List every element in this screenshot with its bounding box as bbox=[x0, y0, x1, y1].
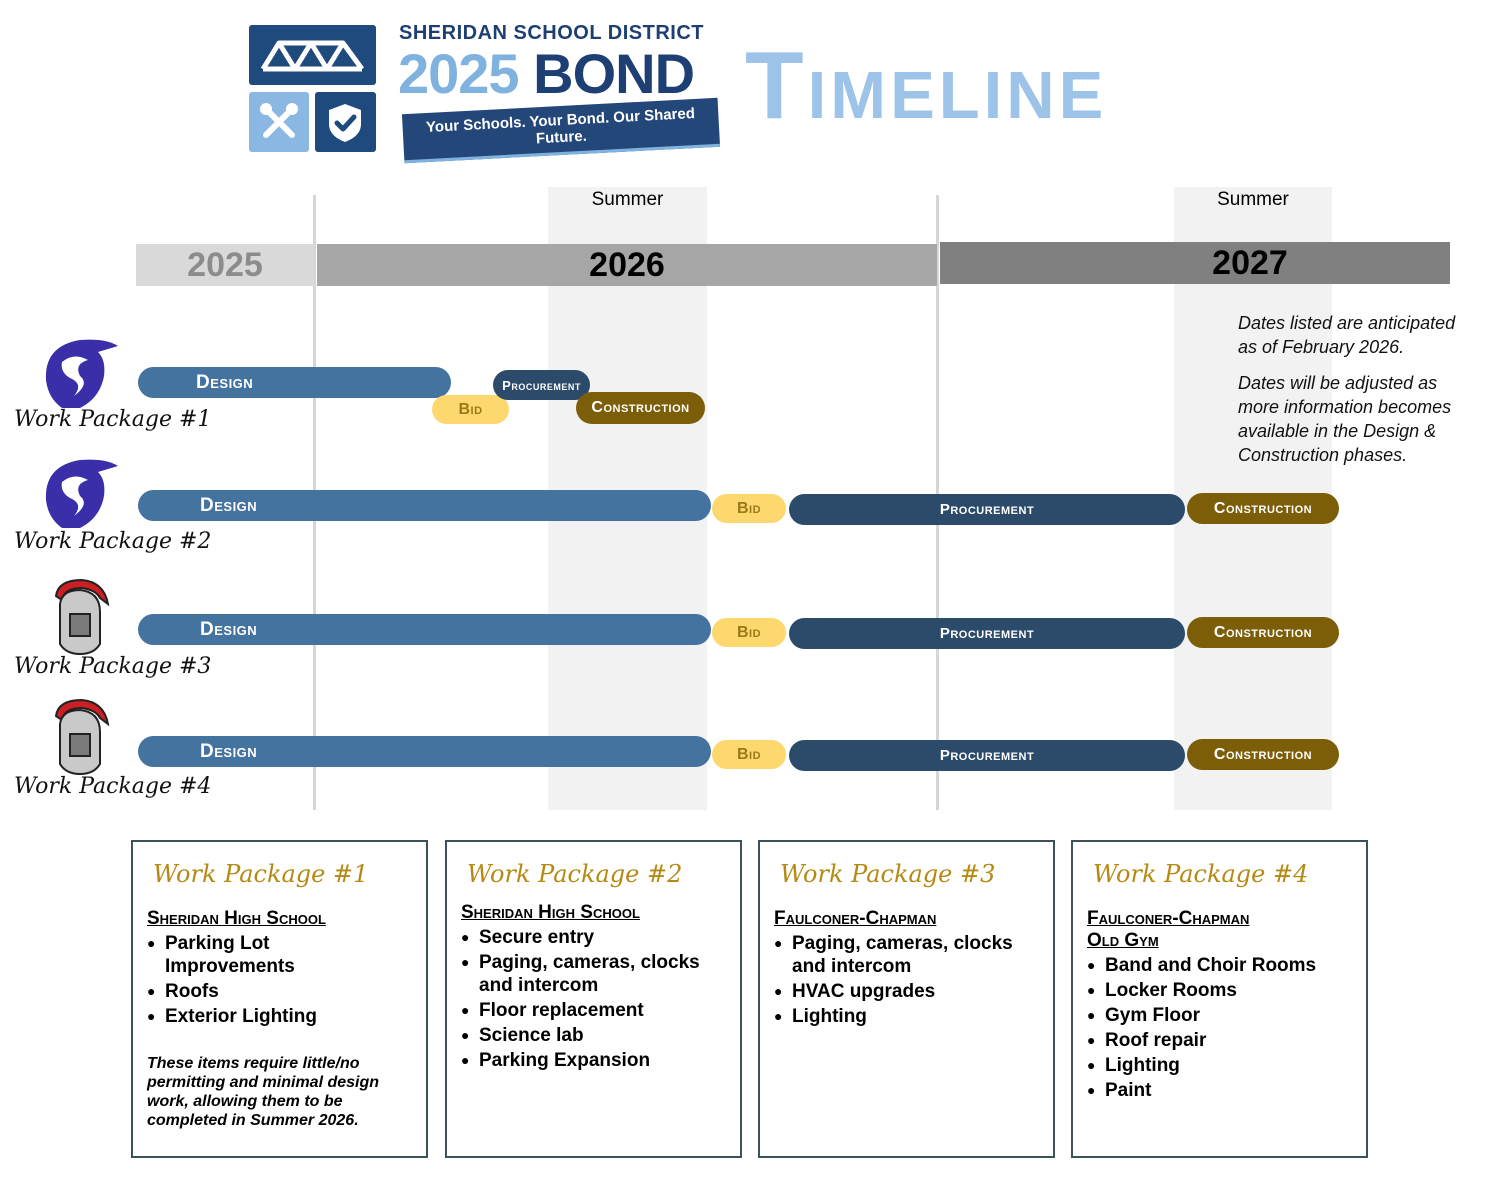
box-note: These items require little/no permitting and minimal design work, allowing them to be completed in Summer 2026. bbox=[147, 1055, 380, 1129]
bond-year: 2025 bbox=[398, 42, 519, 105]
wp4-bid-bar: Bid bbox=[712, 740, 786, 769]
list-item: ● Parking Lot Improvements bbox=[165, 932, 305, 978]
box-title: Work Package #3 bbox=[780, 860, 996, 888]
wp1-design-bar: Design bbox=[138, 367, 451, 398]
year-bar-2025: 2025 bbox=[136, 244, 314, 286]
wp2-bid-bar: Bid bbox=[712, 494, 786, 523]
wp1-construction-bar: Construction bbox=[576, 392, 705, 424]
box-item-list bbox=[461, 926, 728, 1072]
logo-shield-tile bbox=[315, 92, 376, 152]
list-item: ● Roofs bbox=[165, 980, 414, 1003]
wp1-bid-bar: Bid bbox=[432, 395, 509, 424]
list-item: ● Lighting bbox=[1105, 1054, 1354, 1077]
wp3-label: Work Package #3 bbox=[14, 654, 212, 679]
bridge-icon bbox=[249, 25, 376, 85]
list-item: ● Paging, cameras, clocks and intercom bbox=[792, 932, 1041, 978]
box-school-sub: Old Gym bbox=[1087, 930, 1159, 951]
list-item: ● Exterior Lighting bbox=[165, 1005, 414, 1028]
list-item: ● Parking Expansion bbox=[479, 1049, 728, 1072]
page-title bbox=[745, 32, 1108, 139]
box-school: Sheridan High School bbox=[147, 908, 326, 929]
wp4-procurement-bar: Procurement bbox=[789, 740, 1185, 771]
box-title: Work Package #2 bbox=[467, 860, 683, 888]
wp1-procurement-bar: Procurement bbox=[493, 370, 590, 400]
list-item: ● Paging, cameras, clocks and intercom bbox=[479, 951, 728, 997]
wp4-design-bar: Design bbox=[138, 736, 711, 767]
list-item: ● Locker Rooms bbox=[1105, 979, 1354, 1002]
list-item: ● HVAC upgrades bbox=[792, 980, 1041, 1003]
box-item-list bbox=[774, 932, 1041, 1028]
box-title: Work Package #1 bbox=[153, 860, 369, 888]
list-item: ● Secure entry bbox=[479, 926, 728, 949]
wp2-info-box bbox=[445, 840, 742, 1158]
box-school: Sheridan High School bbox=[461, 902, 640, 923]
spartan-helmet-blue-icon bbox=[40, 336, 120, 410]
bond-tagline: Your Schools. Your Bond. Our Shared Future. bbox=[402, 98, 720, 163]
summer-label-2027: Summer bbox=[1217, 189, 1289, 210]
list-item: ● Paint bbox=[1105, 1079, 1354, 1102]
bond-word: BOND bbox=[533, 42, 695, 105]
wp3-bid-bar: Bid bbox=[712, 618, 786, 647]
wp2-procurement-bar: Procurement bbox=[789, 494, 1185, 525]
spartan-helmet-red-icon bbox=[48, 578, 112, 658]
wp3-construction-bar: Construction bbox=[1187, 617, 1339, 648]
wp2-construction-bar: Construction bbox=[1187, 493, 1339, 524]
shield-check-icon bbox=[315, 92, 376, 152]
summer-label-2026: Summer bbox=[591, 189, 664, 210]
list-item: ● Roof repair bbox=[1105, 1029, 1354, 1052]
box-title: Work Package #4 bbox=[1093, 860, 1309, 888]
bond-heading bbox=[398, 42, 695, 105]
logo-bridge-tile bbox=[249, 25, 376, 85]
wp4-construction-bar: Construction bbox=[1187, 739, 1339, 770]
note-adjusted: Dates will be adjusted as more information becomes available in the Design & Construction phases. bbox=[1238, 373, 1452, 465]
box-school: Faulconer-Chapman bbox=[774, 908, 937, 929]
note-anticipated: Dates listed are anticipated as of February 2026. bbox=[1238, 313, 1456, 357]
district-name: SHERIDAN SCHOOL DISTRICT bbox=[399, 22, 704, 44]
list-item: ● Floor replacement bbox=[479, 999, 728, 1022]
list-item: ● Lighting bbox=[792, 1005, 1041, 1028]
wp1-info-box bbox=[131, 840, 428, 1158]
box-item-list bbox=[147, 932, 414, 1028]
box-school: Faulconer-Chapman bbox=[1087, 908, 1250, 929]
spartan-helmet-blue-icon bbox=[40, 456, 120, 530]
page-title-text: Timeline bbox=[745, 32, 1108, 139]
year-bar-2026: 2026 bbox=[317, 244, 937, 286]
year-bar-2027: 2027 bbox=[940, 242, 1450, 284]
wp3-design-bar: Design bbox=[138, 614, 711, 645]
wp2-label: Work Package #2 bbox=[14, 529, 212, 554]
logo-tools-tile bbox=[249, 92, 309, 152]
spartan-helmet-red-icon bbox=[48, 698, 112, 778]
wp1-label: Work Package #1 bbox=[14, 407, 212, 432]
wp4-info-box bbox=[1071, 840, 1368, 1158]
list-item: ● Gym Floor bbox=[1105, 1004, 1354, 1027]
tools-icon bbox=[249, 92, 309, 152]
box-item-list bbox=[1087, 954, 1354, 1102]
list-item: ● Science lab bbox=[479, 1024, 728, 1047]
list-item: ● Band and Choir Rooms bbox=[1105, 954, 1354, 977]
wp3-info-box bbox=[758, 840, 1055, 1158]
wp2-design-bar: Design bbox=[138, 490, 711, 521]
wp3-procurement-bar: Procurement bbox=[789, 618, 1185, 649]
wp4-label: Work Package #4 bbox=[14, 774, 212, 799]
